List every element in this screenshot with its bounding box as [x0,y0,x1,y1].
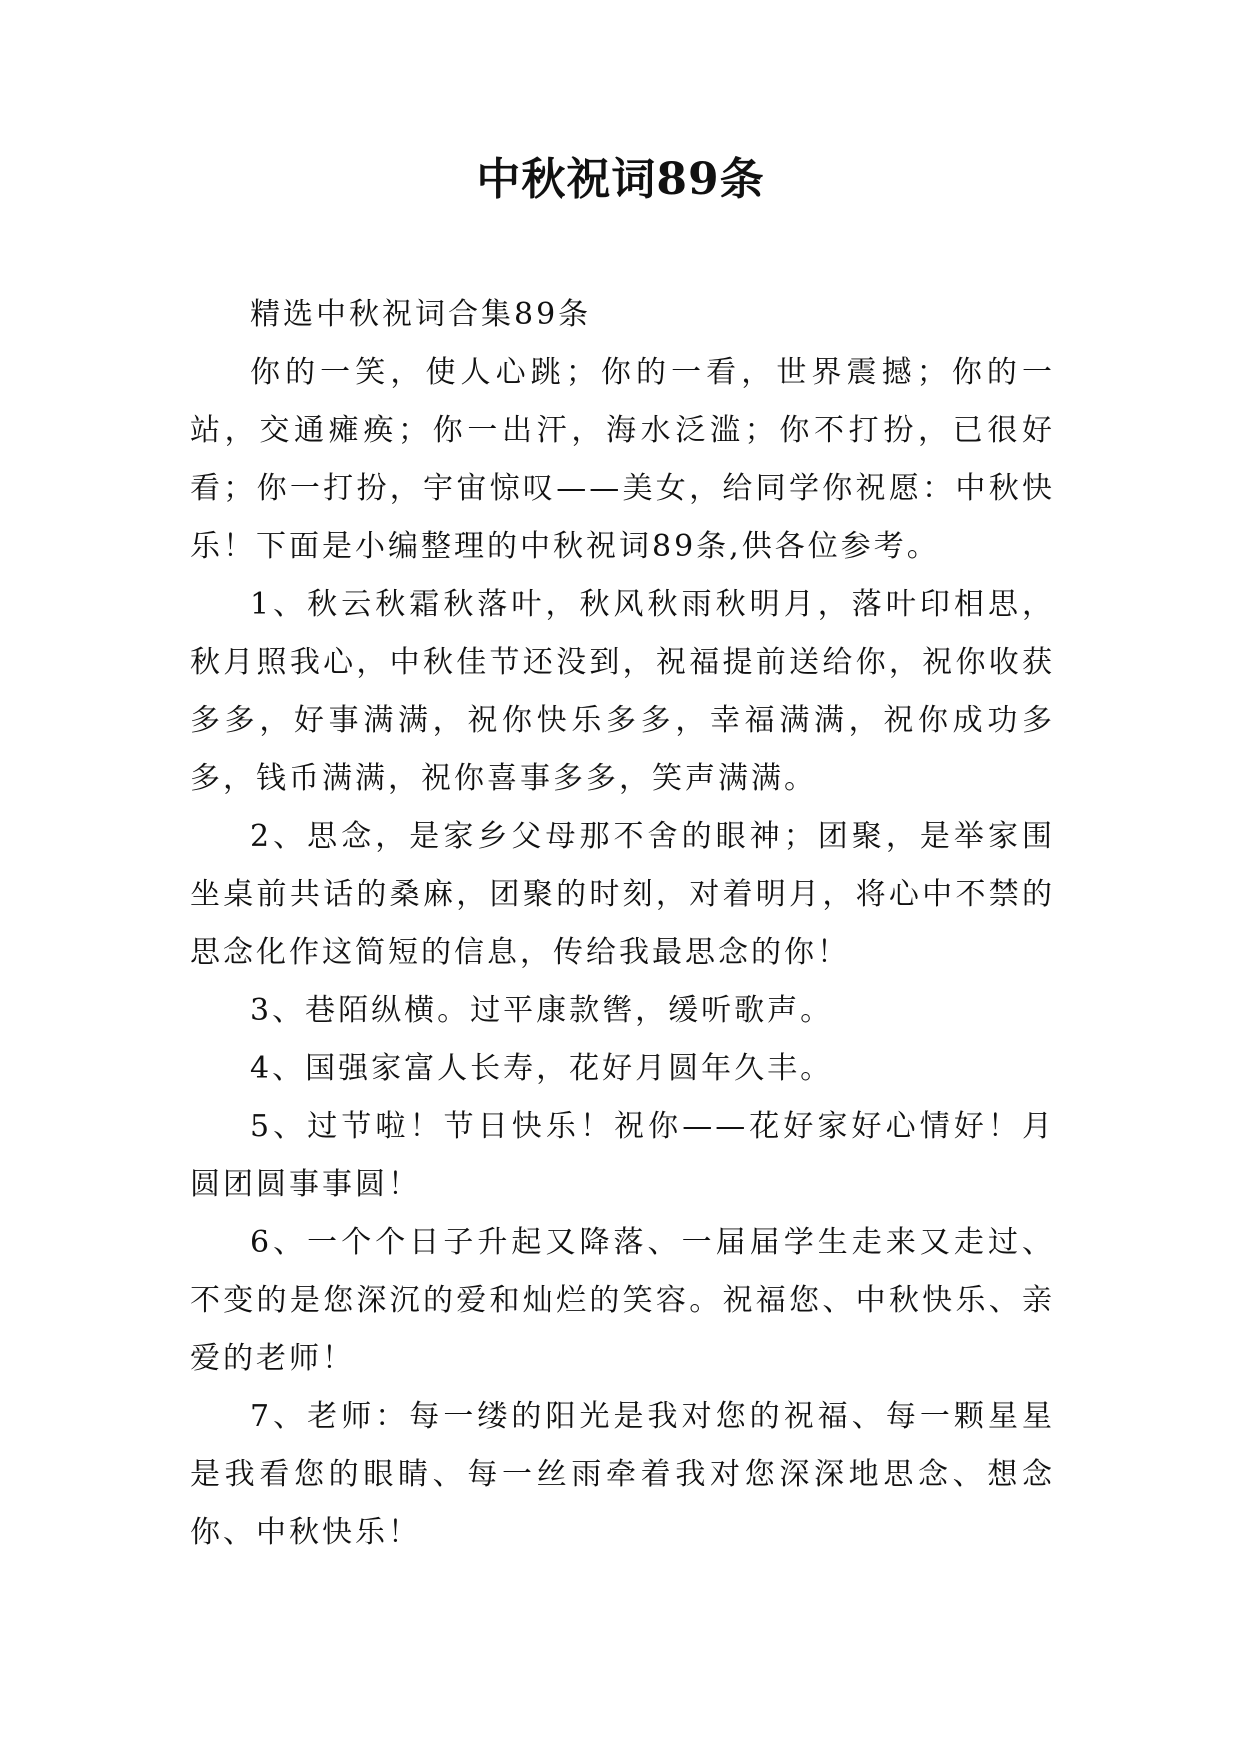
greeting-item-5: 5、过节啦！节日快乐！祝你——花好家好心情好！月圆团圆事事圆！ [190,1109,1055,1202]
document-title: 中秋祝词89条 [476,154,765,205]
greeting-item-7: 7、老师：每一缕的阳光是我对您的祝福、每一颗星星是我看您的眼睛、每一丝雨牵着我对您深深地思念、想念你、中秋快乐！ [190,1399,1055,1550]
greeting-item-6: 6、一个个日子升起又降落、一届届学生走来又走过、不变的是您深沉的爱和灿烂的笑容。祝福您、中秋快乐、亲爱的老师！ [190,1225,1055,1376]
document-body [190,286,1055,1562]
intro-paragraph: 你的一笑，使人心跳；你的一看，世界震撼；你的一站，交通瘫痪；你一出汗，海水泛滥；你不打扮，已很好看；你一打扮，宇宙惊叹——美女，给同学你祝愿：中秋快乐！下面是小编整理的中秋祝词89条,供各位参考。 [190,355,1055,564]
intro-line: 精选中秋祝词合集89条 [250,297,592,332]
greeting-item-4: 4、国强家富人长寿，花好月圆年久丰。 [250,1051,834,1086]
greeting-item-1: 1、秋云秋霜秋落叶，秋风秋雨秋明月，落叶印相思，秋月照我心，中秋佳节还没到，祝福提前送给你，祝你收获多多，好事满满，祝你快乐多多，幸福满满，祝你成功多多，钱币满满，祝你喜事多多，笑声满满。 [190,587,1055,796]
greeting-item-3: 3、巷陌纵横。过平康款辔，缓听歌声。 [250,993,834,1028]
greeting-item-2: 2、思念，是家乡父母那不舍的眼神；团聚，是举家围坐桌前共话的桑麻，团聚的时刻，对着明月，将心中不禁的思念化作这简短的信息，传给我最思念的你！ [190,819,1055,970]
